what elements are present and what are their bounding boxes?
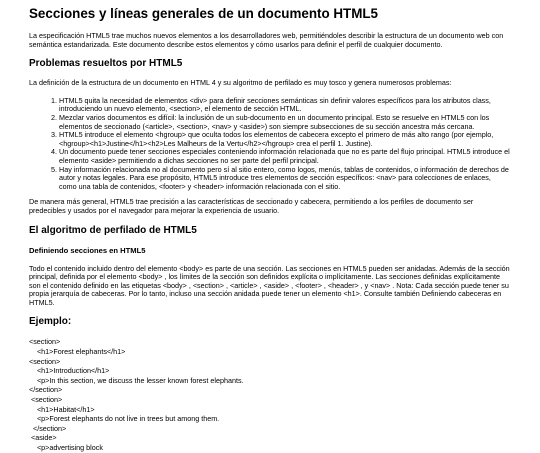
code-line: <p>In this section, we discuss the lesser known forest elephants. [29, 375, 244, 385]
code-example [29, 337, 510, 452]
code-line: </section> [29, 423, 67, 433]
page-title: Secciones y líneas generales de un documento HTML5 [29, 6, 379, 21]
list-item: 1. HTML5 quita la necesidad de elementos <div> para definir secciones semánticas sin definir valores específicos para los atributos class, introduciendo un nuevo elemento, <section>, el elemento de sección HTML. [59, 97, 510, 114]
problems-lead: La definición de la estructura de un documento en HTML 4 y su algoritmo de perfilado es muy tosco y genera numerosos problemas: [29, 78, 452, 88]
code-line: <aside> [29, 433, 57, 443]
problems-heading: Problemas resueltos por HTML5 [29, 58, 183, 70]
intro-paragraph: La especificación HTML5 trae muchos nuevos elementos a los desarrolladores web, permitiéndoles describir la estructura de un documento web con semántica estandarizada. Este documento describe estos elementos y cómo usarlos para definir el perfil de cualquier documento. [29, 31, 504, 49]
code-line: <section> [29, 395, 63, 405]
list-item: 3. HTML5 introduce el elemento <hgroup> que oculta todos los elementos de cabecera excepto el primero de más alto rango (por ejemplo, <hgroup><h1>Justine</h1><h2>Les Malheurs de la Vertu</h2></hgroup> crea el perfil 1. Justine). [59, 131, 510, 148]
code-line: <section> [29, 337, 61, 347]
code-line: <p>Forest elephants do not live in trees but among them. [29, 414, 220, 424]
code-line: <h1>Habitat</h1> [29, 404, 95, 414]
algorithm-body: Todo el contenido incluido dentro del elemento <body> es parte de una sección. Las secciones en HTML5 pueden ser anidadas. Además de la sección principal, definida por el elemento <body> , los límites de la sección son definidos explícita o implícitamente. Las secciones definidas explícitamente son el contenido definido en las etiquetas <body> , <section> , <article> , <aside> , <footer> , <header> , y <nav> . Nota: Cada sección puede tener su propia jerarquía de cabeceras. Por lo tanto, incluso una sección anidada puede tener un elemento <h1>. Consulte también Definiendo cabeceras en HTML5. [29, 263, 510, 307]
example-heading: Ejemplo: [29, 316, 72, 328]
algorithm-heading: El algoritmo de perfilado de HTML5 [29, 224, 197, 236]
algorithm-subheading: Definiendo secciones en HTML5 [29, 245, 146, 255]
code-line: <h1>Forest elephants</h1> [29, 347, 126, 357]
problems-list [29, 97, 510, 192]
problems-closing: De manera más general, HTML5 trae precisión a las características de seccionado y cabecera, permitiendo a los perfiles de documento ser predecibles y usados por el navegador para mejorar la experiencia de usuario. [29, 197, 474, 215]
list-item: 5. Hay información relacionada no al documento pero sí al sitio entero, como logos, menús, tablas de contenidos, o información de derechos de autor y notas legales. Para ese propósito, HTML5 introduce tres elementos de sección específicos: <nav> para colecciones de enlaces, como una tabla de contenidos, <footer> y <header> información relacionada con el sitio. [59, 166, 510, 192]
code-line: </section> [29, 385, 63, 395]
code-line: <section> [29, 356, 61, 366]
code-line: <p>advertising block [29, 443, 103, 452]
list-item: 4. Un documento puede tener secciones especiales conteniendo información relacionada que no es parte del flujo principal. HTML5 introduce el elemento <aside> permitiendo a dichas secciones no ser parte del perfil principal. [59, 148, 510, 165]
list-item: 2. Mezclar varios documentos es difícil: la inclusión de un sub-documento en un documento principal. Esto se resuelve en HTML5 con los elementos de seccionado (<article>, <section>, <nav> y <aside>) son siempre subsecciones de su sección ancestra más cercana. [59, 114, 510, 131]
code-line: <h1>Introduction</h1> [29, 366, 110, 376]
